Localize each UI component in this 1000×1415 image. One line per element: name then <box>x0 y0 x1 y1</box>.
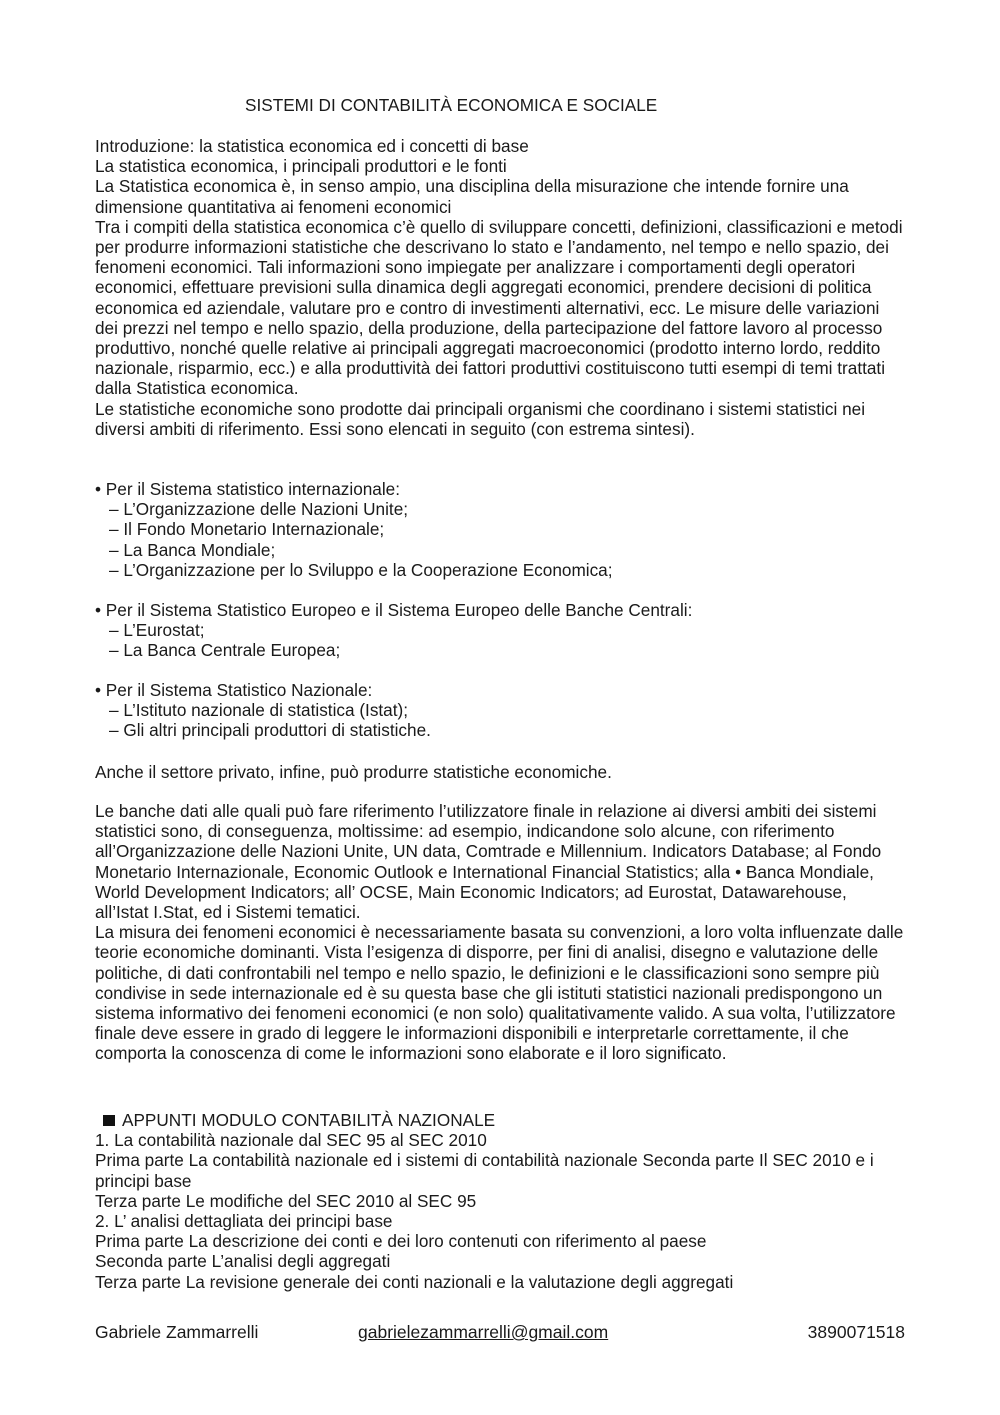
list-item: – L’Eurostat; <box>109 620 205 641</box>
appunti-line: Terza parte Le modifiche del SEC 2010 al SEC 95 <box>95 1190 477 1211</box>
email-link[interactable]: gabrielezammarrelli@gmail.com <box>358 1322 609 1342</box>
list-item: – L’Organizzazione per lo Sviluppo e la Cooperazione Economica; <box>109 559 613 580</box>
list-heading: • Per il Sistema Statistico Nazionale: <box>95 680 373 700</box>
list-item: – Il Fondo Monetario Internazionale; <box>109 519 385 540</box>
intro-heading: Introduzione: la statistica economica ed i concetti di base <box>95 136 529 156</box>
intro-paragraph: Tra i compiti della statistica economica c’è quello di sviluppare concetti, definizioni, classificazioni e metodi per produrre informazioni statistiche che descrivano lo stato e l’andamento, nel tempo e nello spazio, dei fenomeni economici. Tali informazioni sono impiegate per analizzare i comportamenti degli operatori economici, effettuare previsioni sulla dinamica degli aggregati economici, prendere decisioni di politica economica ed aziendale, valutare pro e contro di investimenti alternativi, ecc. Le misure delle variazioni dei prezzi nel tempo e nello spazio, della produzione, della partecipazione del fattore lavoro al processo produttivo, nonché quelle relative ai principali aggregati macroeconomici (prodotto interno lordo, reddito nazionale, risparmio, ecc.) e alla produttività dei fattori produttivi costituiscono tutti esempi di temi trattati dalla Statistica economica. <box>95 216 903 399</box>
appunti-line: Prima parte La descrizione dei conti e dei loro contenuti con riferimento al paese <box>95 1231 707 1252</box>
appunti-line: Prima parte La contabilità nazionale ed i sistemi di contabilità nazionale Seconda parte Il SEC 2010 e i principi base <box>95 1150 874 1191</box>
appunti-line: Seconda parte L’analisi degli aggregati <box>95 1251 391 1272</box>
list-item: – Gli altri principali produttori di statistiche. <box>109 720 431 741</box>
intro-paragraph: Le statistiche economiche sono prodotte dai principali organismi che coordinano i sistemi statistici nei diversi ambiti di riferimento. Essi sono elencati in seguito (con estrema sintesi). <box>95 398 866 439</box>
appunti-line: 1. La contabilità nazionale dal SEC 95 al SEC 2010 <box>95 1130 487 1151</box>
european-system-list <box>95 600 905 661</box>
phone-number: 3890071518 <box>807 1322 905 1342</box>
databases-section <box>95 801 905 1064</box>
list-item: – La Banca Mondiale; <box>109 539 276 560</box>
author-name: Gabriele Zammarrelli <box>95 1322 259 1342</box>
international-system-list <box>95 479 905 580</box>
databases-paragraph: Le banche dati alle quali può fare riferimento l’utilizzatore finale in relazione ai diversi ambiti dei sistemi statistici sono, di conseguenza, moltissime: ad esempio, indicandone solo alcune, con riferimento all’Organizzazione delle Nazioni Unite, UN data, Comtrade e Millennium. Indicators Database; al Fondo Monetario Internazionale, Economic Outlook e International Financial Statistics; alla • Banca Mondiale, World Development Indicators; all’ OCSE, Main Economic Indicators; ad Eurostat, Datawarehouse, all’Istat I.Stat, ed i Sistemi tematici. <box>95 801 882 923</box>
list-heading: • Per il Sistema Statistico Europeo e il Sistema Europeo delle Banche Centrali: <box>95 600 693 620</box>
appunti-line: 2. L’ analisi dettagliata dei principi base <box>95 1211 393 1232</box>
square-bullet-icon <box>103 1115 115 1126</box>
appunti-heading-row <box>95 1110 905 1130</box>
intro-section <box>95 136 905 439</box>
private-sector-paragraph: Anche il settore privato, infine, può produrre statistiche economiche. <box>95 762 612 782</box>
list-item: – L’Organizzazione delle Nazioni Unite; <box>109 499 409 520</box>
list-item: – L’Istituto nazionale di statistica (Istat); <box>109 700 409 721</box>
measurement-paragraph: La misura dei fenomeni economici è necessariamente basata su convenzioni, a loro volta influenzate dalle teorie economiche dominanti. Vista l’esigenza di disporre, per fini di analisi, disegno e valutazione delle politiche, di dati confrontabili nel tempo e nello spazio, le definizioni e le classificazioni sono sempre più condivise in sede internazionale ed è su questa base che gli istituti statistici nazionali predispongono un sistema informativo dei fenomeni economici (e non solo) qualitativamente valido. A sua volta, l’utilizzatore finale deve essere in grado di leggere le informazioni disponibili e interpretarle correttamente, il che comporta la conoscenza di come le informazioni sono elaborate e il loro significato. <box>95 922 904 1064</box>
intro-paragraph: La Statistica economica è, in senso ampio, una disciplina della misurazione che intende fornire una dimensione quantitativa ai fenomeni economici <box>95 176 849 217</box>
document-title: SISTEMI DI CONTABILITÀ ECONOMICA E SOCIALE <box>245 95 658 115</box>
list-heading: • Per il Sistema statistico internazionale: <box>95 479 401 499</box>
appunti-section <box>95 1110 905 1292</box>
appunti-line: Terza parte La revisione generale dei conti nazionali e la valutazione degli aggregati <box>95 1271 734 1292</box>
list-item: – La Banca Centrale Europea; <box>109 640 341 661</box>
intro-subheading: La statistica economica, i principali produttori e le fonti <box>95 156 507 177</box>
national-system-list <box>95 680 905 741</box>
appunti-heading: APPUNTI MODULO CONTABILITÀ NAZIONALE <box>122 1110 496 1130</box>
